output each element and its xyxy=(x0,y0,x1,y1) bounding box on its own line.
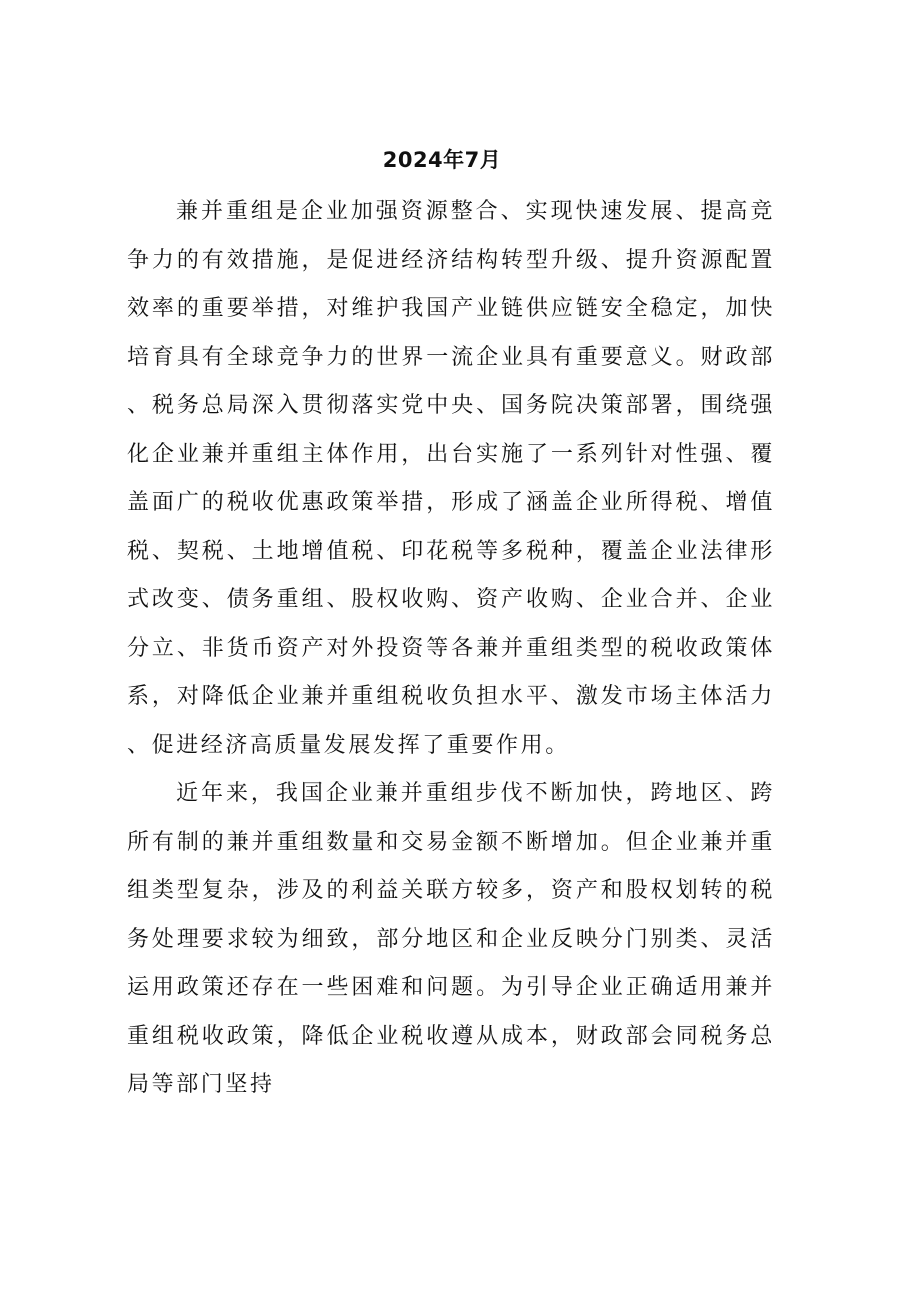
paragraph-merger-overview: 兼并重组是企业加强资源整合、实现快速发展、提高竞争力的有效措施，是促进经济结构转型升级、提升资源配置效率的重要举措，对维护我国产业链供应链安全稳定，加快培育具有全球竞争力的世界一流企业具有重要意义。财政部、税务总局深入贯彻落实党中央、国务院决策部署，围绕强化企业兼并重组主体作用，出台实施了一系列针对性强、覆盖面广的税收优惠政策举措，形成了涵盖企业所得税、增值税、契税、土地增值税、印花税等多税种，覆盖企业法律形式改变、债务重组、股权收购、资产收购、企业合并、企业分立、非货币资产对外投资等各兼并重组类型的税收政策体系，对降低企业兼并重组税收负担水平、激发市场主体活力、促进经济高质量发展发挥了重要作用。 xyxy=(127,199,775,758)
document-body xyxy=(127,188,775,1110)
paragraph-recent-developments: 近年来，我国企业兼并重组步伐不断加快，跨地区、跨所有制的兼并重组数量和交易金额不断增加。但企业兼并重组类型复杂，涉及的利益关联方较多，资产和股权划转的税务处理要求较为细致，部分地区和企业反映分门别类、灵活运用政策还存在一些困难和问题。为引导企业正确适用兼并重组税收政策，降低企业税收遵从成本，财政部会同税务总局等部门坚持 xyxy=(127,781,775,1097)
document-date: 2024年7月 xyxy=(382,148,502,172)
